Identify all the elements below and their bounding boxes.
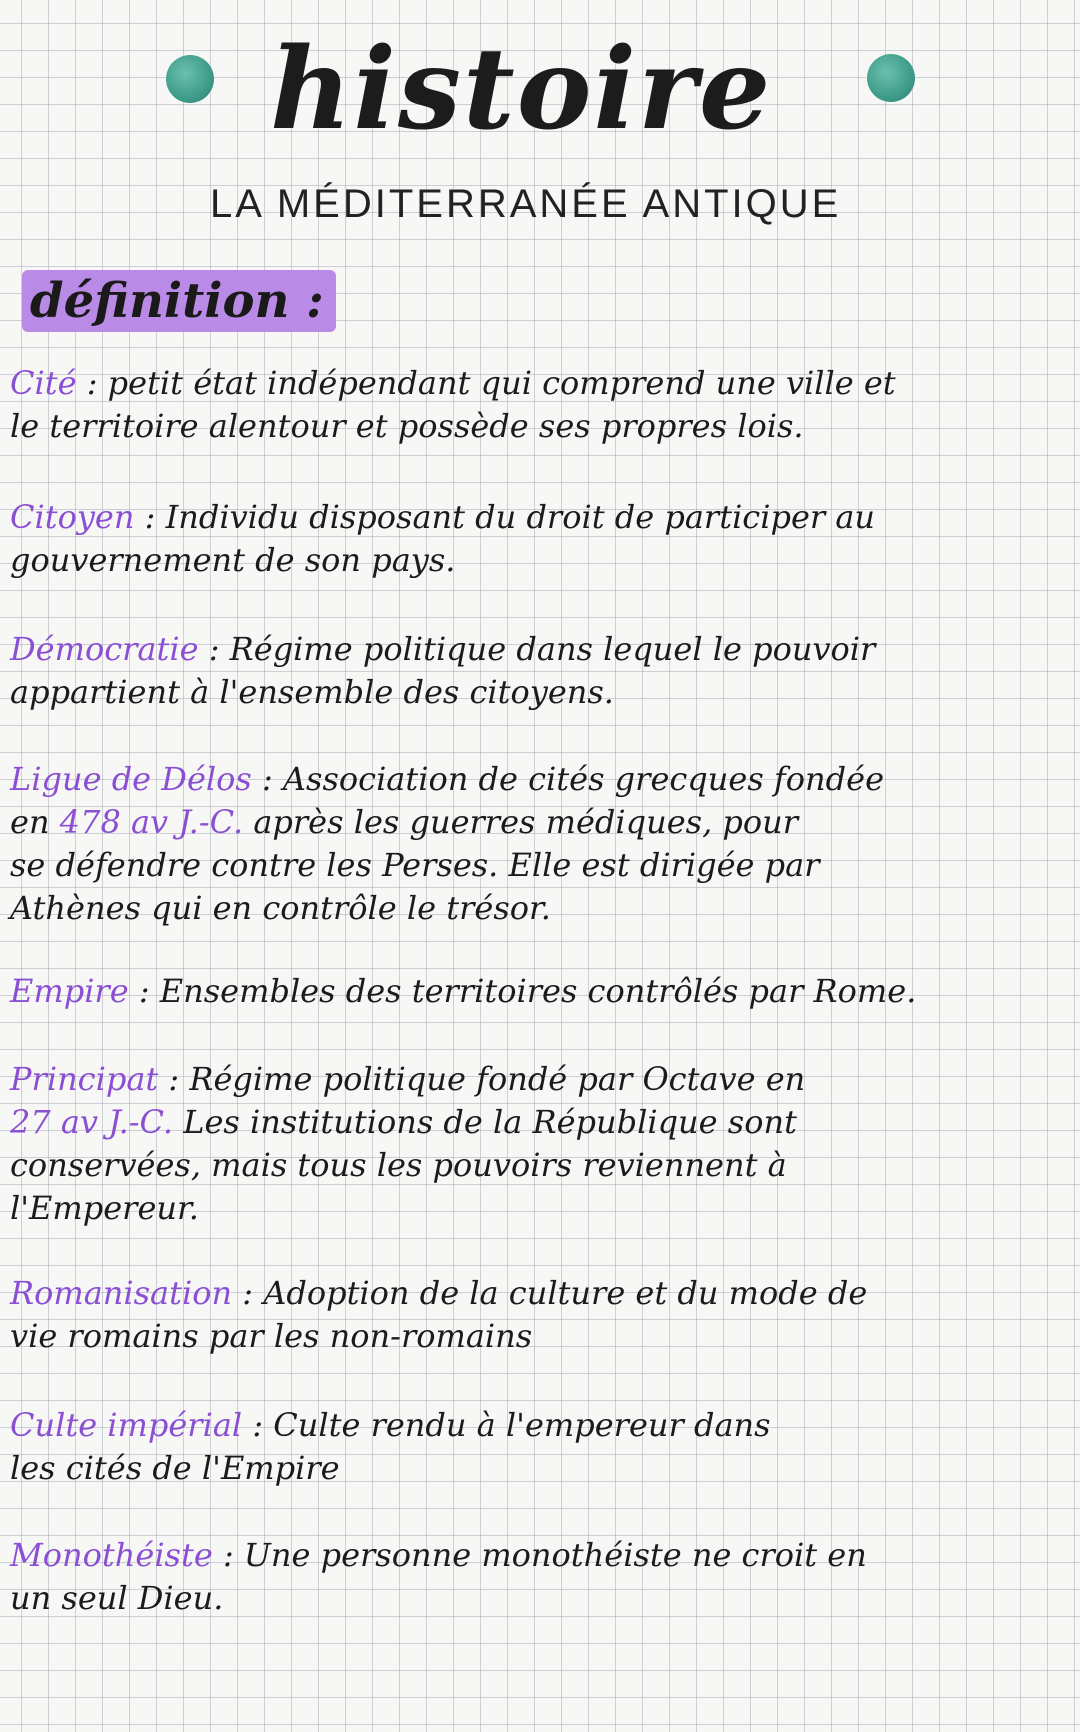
definition-heading: définition :: [22, 270, 336, 332]
definition-text: : Association de cités grecques fondée en: [10, 760, 884, 841]
definition-text: après les guerres médiques, pour se défendre contre les Perses. Elle est dirigée par Athènes qui en contrôle le trésor.: [10, 803, 820, 927]
definition-text: : Adoption de la culture et du mode de vie romains par les non-romains: [10, 1274, 868, 1355]
definition-text: Les institutions de la République sont conservées, mais tous les pouvoirs reviennent à l'Empereur.: [10, 1103, 797, 1227]
definition-monotheiste: [10, 1534, 1070, 1620]
term-monotheiste: Monothéiste: [10, 1536, 213, 1574]
page-subtitle: LA MÉDITERRANÉE ANTIQUE: [210, 182, 842, 226]
definition-text: : Ensembles des territoires contrôlés par Rome.: [128, 972, 917, 1010]
term-romanisation: Romanisation: [10, 1274, 233, 1312]
definition-text: : Culte rendu à l'empereur dans les cités de l'Empire: [10, 1406, 771, 1487]
term-principat: Principat: [10, 1060, 159, 1098]
page-title: histoire: [270, 24, 773, 155]
definition-romanisation: [10, 1272, 1070, 1358]
definition-ligue-de-delos: [10, 758, 1070, 930]
definition-text: : Régime politique fondé par Octave en: [168, 1060, 806, 1098]
definition-citoyen: [10, 496, 1070, 582]
definition-text: : Individu disposant du droit de participer au gouvernement de son pays.: [10, 498, 876, 579]
definition-text: : Régime politique dans lequel le pouvoir appartient à l'ensemble des citoyens.: [10, 630, 876, 711]
definition-democratie: [10, 628, 1070, 714]
definition-text: : Une personne monothéiste ne croit en un seul Dieu.: [10, 1536, 867, 1617]
term-citoyen: Citoyen: [10, 498, 135, 536]
definition-principat: [10, 1058, 1070, 1230]
term-democratie: Démocratie: [10, 630, 199, 668]
definition-cite: [10, 362, 1070, 448]
term-ligue-de-delos: Ligue de Délos: [10, 760, 252, 798]
date-478: 478 av J.-C.: [59, 803, 244, 841]
definition-culte-imperial: [10, 1404, 1070, 1490]
date-27: 27 av J.-C.: [10, 1103, 174, 1141]
definition-text: : petit état indépendant qui comprend une ville et le territoire alentour et possède ses propres lois.: [10, 364, 896, 445]
definition-empire: [10, 970, 1070, 1013]
teal-dot-left: [166, 55, 214, 103]
term-cite: Cité: [10, 364, 77, 402]
term-empire: Empire: [10, 972, 129, 1010]
term-culte-imperial: Culte impérial: [10, 1406, 243, 1444]
teal-dot-right: [867, 54, 915, 102]
